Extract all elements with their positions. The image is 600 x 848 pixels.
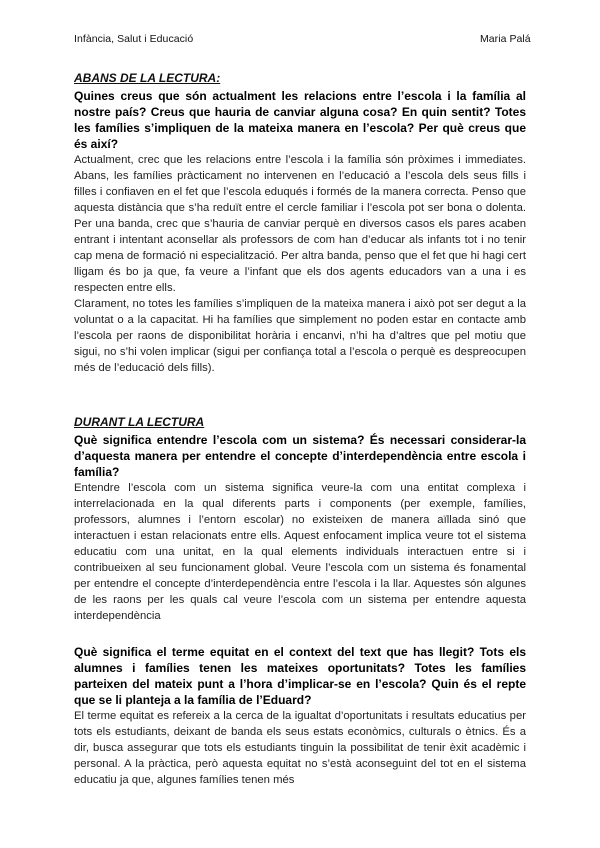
- answer-paragraph: Clarament, no totes les famílies s’impliquen de la mateixa manera i això pot ser degut a la voluntat o a la capacitat. Hi ha famílies que simplement no poden estar en contacte amb l’escola per raons de disponibilitat horària i encanvi, n’hi ha d’altres que pel motiu que sigui, no s’hi volen implicar (sigui per confiança total a l’escola o perquè es despreocupen més de l’educació dels fills).: [74, 298, 526, 374]
- document-body: [74, 70, 526, 788]
- question: Quines creus que són actualment les relacions entre l’escola i la família al nostre país? Creus que hauria de canviar alguna cosa? En quin sentit? Totes les famílies s’impliquen de la mateixa manera en l’escola? Per què creus que és així?: [74, 89, 526, 151]
- section-title: ABANS DE LA LECTURA:: [74, 71, 221, 85]
- answer-paragraph: Entendre l’escola com un sistema significa veure-la com una entitat complexa i interrelacionada en la qual diferents parts i components (per exemple, famílies, professors, alumnes i l’entorn escolar) no existeixen de manera aïllada sinó que interactuen i estan relacionats entre ells. Aquest enfocament implica veure tot el sistema educatiu com una unitat, en la qual elements individuals interactuen entre si i contribueixen al seu funcionament global. Veure l’escola com un sistema és fonamental per entendre el concepte d’interdependència entre l’escola i la llar. Aquestes són algunes de les raons per les quals cal veure l’escola com un sistema per entendre aquesta interdependència: [74, 482, 526, 622]
- spacer: [74, 376, 526, 414]
- section-during-reading: [74, 414, 526, 788]
- spacer: [74, 624, 526, 644]
- section-before-reading: [74, 70, 526, 376]
- question: Què significa entendre l’escola com un sistema? És necessari considerar-la d’aquesta manera per entendre el concepte d’interdependència entre escola i família?: [74, 433, 526, 479]
- answer-paragraph: Actualment, crec que les relacions entre l’escola i la família són pròximes i immediates. Abans, les famílies pràcticament no intervenen en l’educació a l’escola dels seus fills i filles i confiaven en el fet que l’escola eduqués i formés de la manera correcta. Penso que aquesta distància que s’ha reduït entre el cercle familiar i l’escola pot ser bona o dolenta. Per una banda, crec que s’hauria de canviar perquè en diversos casos els pares acaben entrant i intentant aconsellar als professors de com han d’educar als infants tot i no tenir cap mena de formació ni especialització. Per altra banda, penso que el fet que hi hagi cert lligam és bo ja que, fa veure a l’infant que els dos agents educadors van a una i es respecten entre ells.: [74, 154, 526, 294]
- header-author: Maria Palá: [480, 33, 531, 45]
- header-course: Infància, Salut i Educació: [74, 33, 194, 45]
- answer-paragraph: El terme equitat es refereix a la cerca de la igualtat d’oportunitats i resultats educatius per tots els estudiants, deixant de banda els seus estats econòmics, culturals o ètnics. És a dir, busca assegurar que tots els estudiants tinguin la possibilitat de tenir èxit acadèmic i personal. A la pràctica, però aquesta equitat no s’està aconseguint del tot en el sistema educatiu ja que, algunes famílies tenen més: [74, 710, 526, 786]
- question: Què significa el terme equitat en el context del text que has llegit? Tots els alumnes i famílies tenen les mateixes oportunitats? Totes les famílies parteixen del mateix punt a l’hora d’implicar-se en l’escola? Quin és el repte que se li planteja a la família de l’Eduard?: [74, 645, 526, 707]
- section-title: DURANT LA LECTURA: [74, 415, 205, 429]
